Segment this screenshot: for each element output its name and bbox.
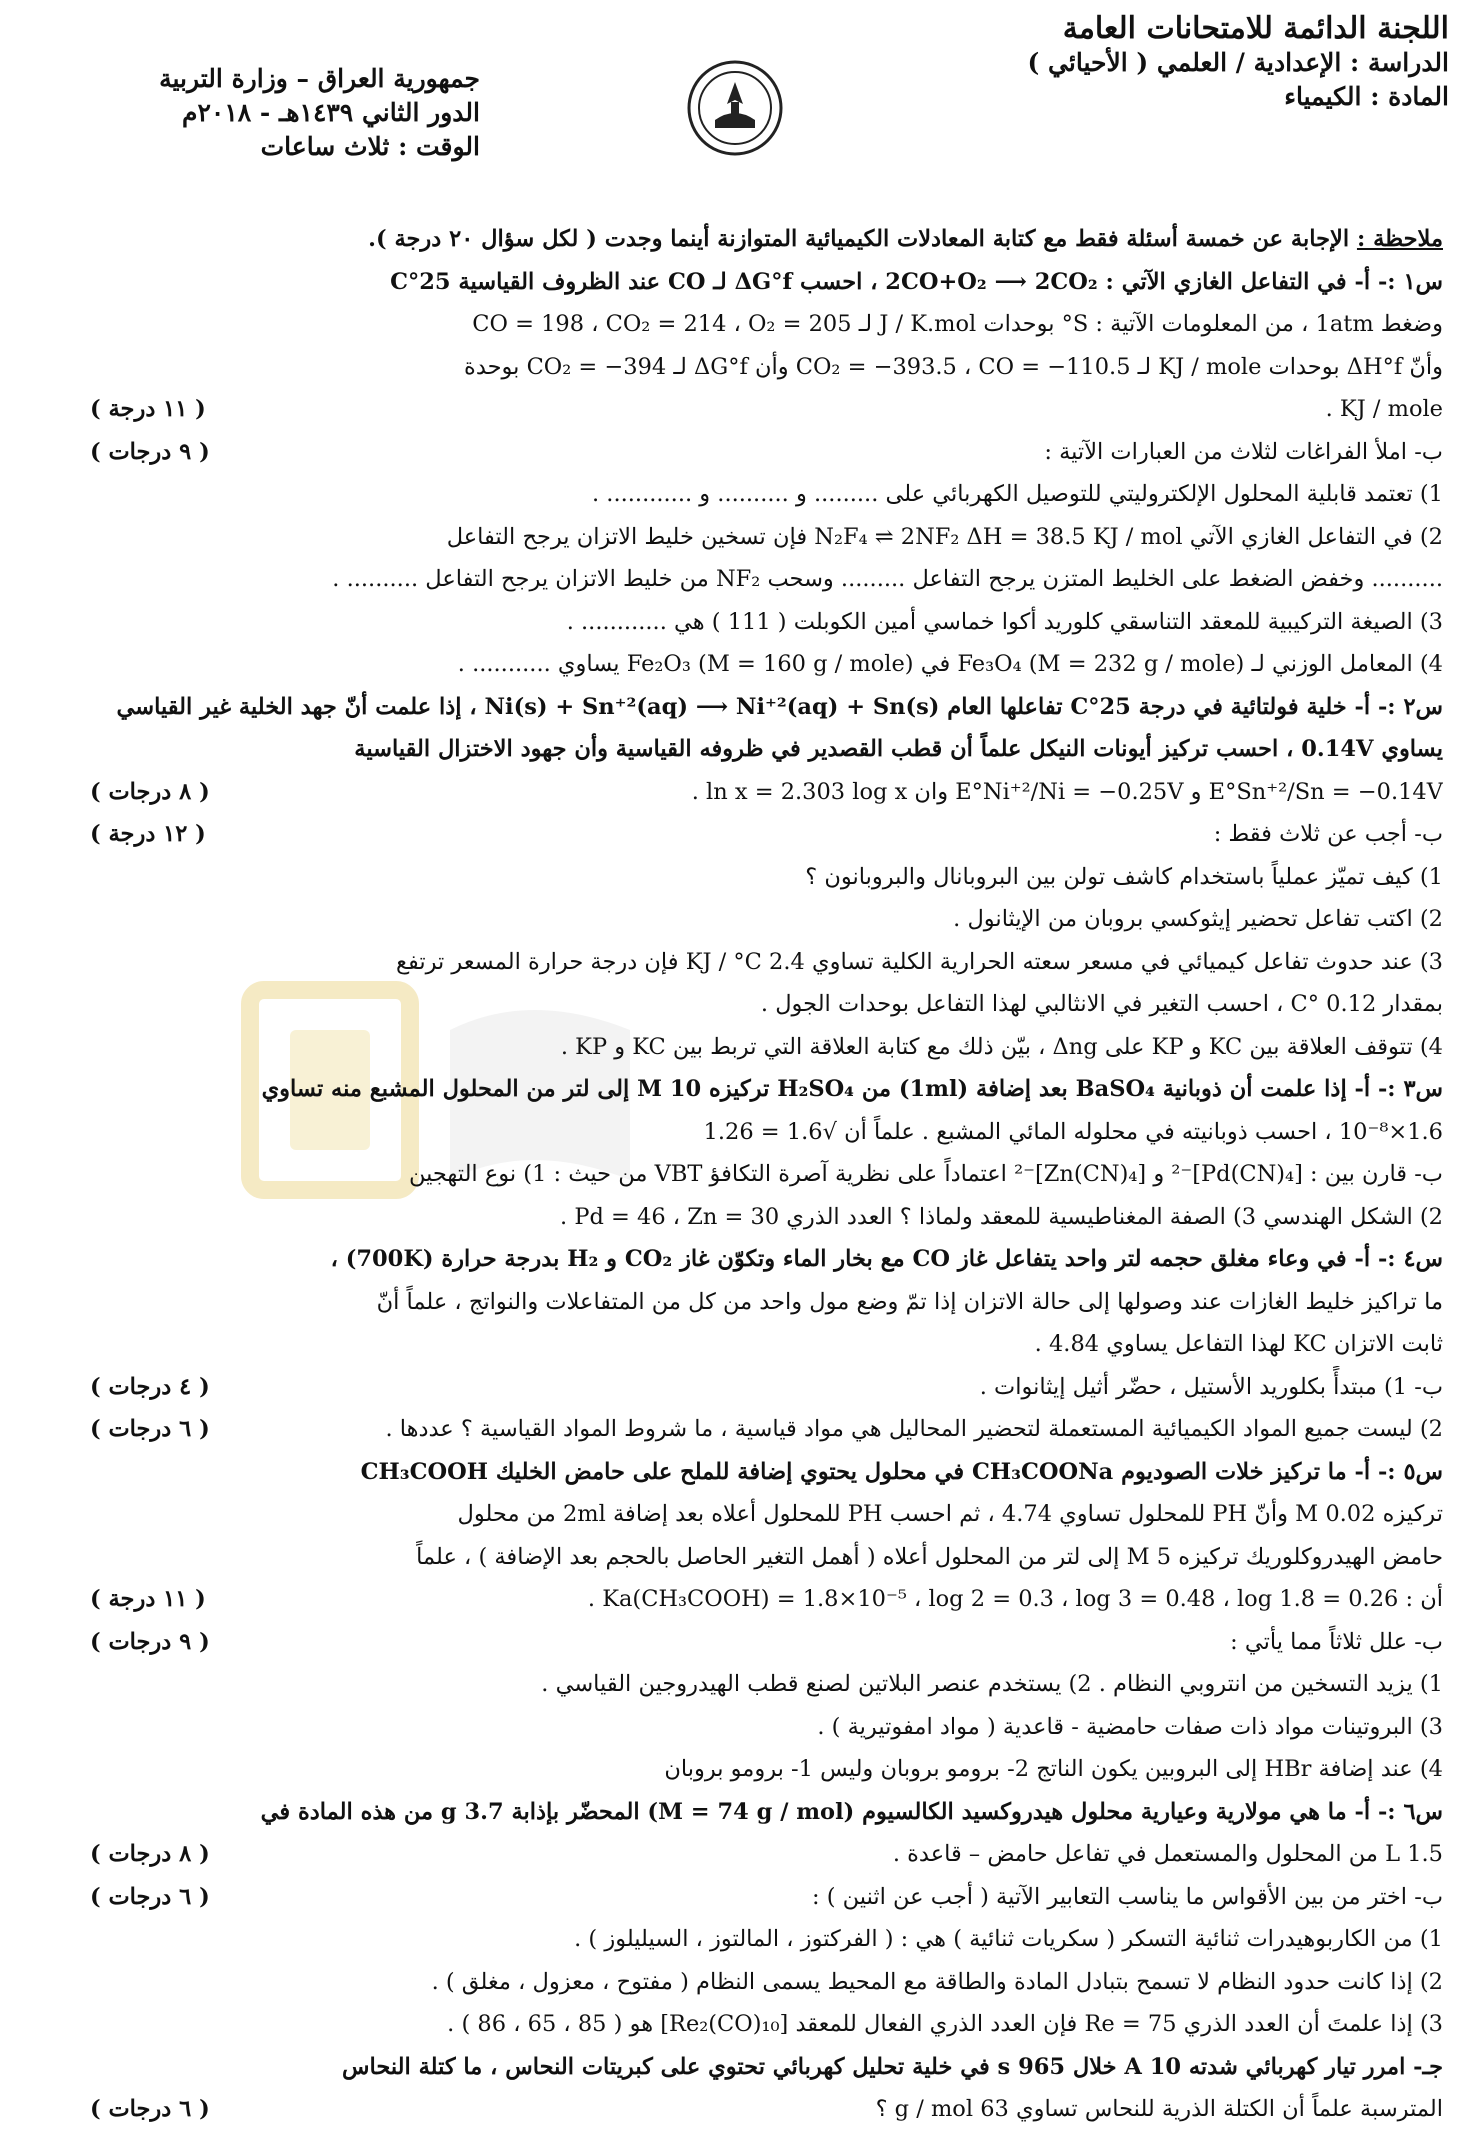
marks-label: ( ٨ درجات ) (90, 778, 210, 805)
question-text: بمقدار 0.12 °C ، احسب التغير في الانثالبي لهذا التفاعل بوحدات الجول . (760, 991, 1443, 1017)
study-line: الدراسة : الإعدادية / العلمي ( الأحيائي ) (1027, 48, 1449, 77)
question-line (20, 1663, 1443, 1706)
question-text: ما تراكيز خليط الغازات عند وصولها إلى حالة الاتزان إذا تمّ وضع مول واحد من كل من المتفاعلات والنواتج ، علماً أنّ (376, 1288, 1443, 1315)
marks-label: ( ٩ درجات ) (90, 438, 210, 465)
question-line (20, 1238, 1443, 1281)
question-text: 1.5 L من المحلول والمستعمل في تفاعل حامض – قاعدة . (892, 1841, 1443, 1867)
question-text: ب- علل ثلاثاً مما يأتي : (1230, 1628, 1443, 1655)
marks-label: ( ٩ درجات ) (90, 1628, 210, 1655)
question-line (20, 1196, 1443, 1239)
committee-title: اللجنة الدائمة للامتحانات العامة (1062, 11, 1449, 46)
note-line (20, 218, 1443, 261)
question-text: ب- املأ الفراغات لثلاث من العبارات الآتية : (1044, 438, 1443, 465)
question-text: ب- 1) مبتدأً بكلوريد الأستيل ، حضّر أثيل إيثانوات . (979, 1373, 1443, 1400)
question-text: جـ- امرر تيار كهربائي شدته 10 A خلال 965 s في خلية تحليل كهربائي تحتوي على كبريتات النحاس ، ما كتلة النحاس (342, 2053, 1443, 2080)
question-text: المترسبة علماً أن الكتلة الذرية للنحاس تساوي 63 g / mol ؟ (875, 2096, 1443, 2122)
question-text: 4) عند إضافة HBr إلى البروبين يكون الناتج 2- برومو بروبان وليس 1- برومو بروبان (664, 1756, 1443, 1782)
question-lines (20, 261, 1443, 2131)
marks-label: ( ١١ درجة ) (90, 396, 206, 422)
question-line (20, 601, 1443, 644)
question-line (20, 856, 1443, 899)
question-line (20, 1408, 1443, 1451)
question-line (20, 303, 1443, 346)
question-line (20, 771, 1443, 814)
question-text: ثابت الاتزان KC لهذا التفاعل يساوي 4.84 . (1034, 1331, 1443, 1357)
ministry-seal-icon (685, 58, 785, 158)
marks-label: ( ٦ درجات ) (90, 2096, 210, 2122)
question-text: 1) كيف تميّز عملياً باستخدام كاشف تولن بين البروبانال والبروبانون ؟ (805, 863, 1443, 890)
question-text: س٥ :- أ- ما تركيز خلات الصوديوم CH₃COONa في محلول يحتوي إضافة للملح على حامض الخليك CH₃COOH (360, 1458, 1443, 1485)
question-text: 3) البروتينات مواد ذات صفات حامضية - قاعدية ( مواد امفوتيرية ) . (817, 1713, 1443, 1740)
round-line: الدور الثاني ١٤٣٩هـ - ٢٠١٨م (182, 98, 480, 127)
question-text: 1.6×10⁻⁸ ، احسب ذوبانيته في محلوله المائي المشبع . علماً أن √1.6 = 1.26 (703, 1118, 1443, 1145)
question-line (20, 2088, 1443, 2131)
question-text: ب- اختر من بين الأقواس ما يناسب التعابير الآتية ( أجب عن اثنين ) : (811, 1883, 1443, 1910)
question-text: س٦ :- أ- ما هي مولارية وعيارية محلول هيدروكسيد الكالسيوم (M = 74 g / mol) المحضّر بإذابة 3.7 g من هذه المادة في (260, 1798, 1443, 1825)
question-line (20, 1536, 1443, 1579)
question-line (20, 1111, 1443, 1154)
question-text: 2) اكتب تفاعل تحضير إيثوكسي بروبان من الإيثانول . (953, 906, 1443, 932)
question-text: 4) المعامل الوزني لـ Fe₃O₄ (M = 232 g / mole) في Fe₂O₃ (M = 160 g / mole) يساوي ........... . (457, 651, 1443, 677)
question-text: س٤ :- أ- في وعاء مغلق حجمه لتر واحد يتفاعل غاز CO مع بخار الماء وتكوّن غاز CO₂ و H₂ بدرجة حرارة (700K) ، (330, 1246, 1443, 1272)
question-text: وضغط 1atm ، من المعلومات الآتية : S° بوحدات J / K.mol لـ CO = 198 ، CO₂ = 214 ، O₂ = 205 (472, 311, 1443, 337)
question-line (20, 1961, 1443, 2004)
question-text: ب- قارن بين : [Pd(CN)₄]⁻² و [Zn(CN)₄]⁻² اعتماداً على نظرية آصرة التكافؤ VBT من حيث : 1) نوع التهجين (408, 1161, 1443, 1187)
question-text: 1) من الكاربوهيدرات ثنائية التسكر ( سكريات ثنائية ) هي : ( الفركتوز ، المالتوز ، السيليلوز ) . (574, 1926, 1443, 1952)
question-text: 2) إذا كانت حدود النظام لا تسمح بتبادل المادة والطاقة مع المحيط يسمى النظام ( مفتوح ، معزول ، مغلق ) . (431, 1968, 1443, 1995)
question-line (20, 1706, 1443, 1749)
question-line (20, 1026, 1443, 1069)
question-text: س٢ :- أ- خلية فولتائية في درجة 25°C تفاعلها العام Ni(s) + Sn⁺²(aq) ⟶ Ni⁺²(aq) + Sn(s) ، إذا علمت أنّ جهد الخلية غير القياسي (116, 693, 1443, 720)
marks-label: ( ٦ درجات ) (90, 1883, 210, 1910)
note-text: الإجابة عن خمسة أسئلة فقط مع كتابة المعادلات الكيميائية المتوازنة أينما وجدت ( لكل سؤال ٢٠ درجة ). (368, 226, 1350, 252)
question-text: KJ / mole . (1325, 396, 1443, 422)
question-line (20, 898, 1443, 941)
header-right (889, 12, 1449, 114)
question-text: س٣ :- أ- إذا علمت أن ذوبانية BaSO₄ بعد إضافة (1ml) من H₂SO₄ تركيزه 10 M إلى لتر من المحلول المشبع منه تساوي (261, 1076, 1443, 1102)
question-line (20, 1578, 1443, 1621)
question-line (20, 261, 1443, 304)
question-line (20, 1876, 1443, 1919)
question-line (20, 1621, 1443, 1664)
header-left (150, 62, 480, 164)
question-line (20, 1493, 1443, 1536)
question-text: يساوي 0.14V ، احسب تركيز أيونات النيكل علماً أن قطب القصدير في ظروفه القياسية وأن جهود الاختزال القياسية (354, 736, 1443, 762)
question-line (20, 431, 1443, 474)
marks-label: ( ٦ درجات ) (90, 1416, 210, 1442)
question-line (20, 516, 1443, 559)
question-line (20, 1323, 1443, 1366)
exam-body (20, 218, 1443, 2131)
question-line (20, 388, 1443, 431)
question-line (20, 643, 1443, 686)
question-text: أن : Ka(CH₃COOH) = 1.8×10⁻⁵ ، log 2 = 0.3 ، log 3 = 0.48 ، log 1.8 = 0.26 . (587, 1586, 1443, 1612)
question-line (20, 1748, 1443, 1791)
question-line (20, 983, 1443, 1026)
question-text: 1) تعتمد قابلية المحلول الإلكتروليتي للتوصيل الكهربائي على ......... و .......... و ............ . (592, 481, 1443, 507)
question-line (20, 1366, 1443, 1409)
marks-label: ( ١١ درجة ) (90, 1586, 206, 1612)
question-text: 3) الصيغة التركيبية للمعقد التناسقي كلوريد أكوا خماسي أمين الكوبلت ( 111 ) هي ............ . (566, 608, 1443, 635)
question-line (20, 686, 1443, 729)
question-line (20, 1068, 1443, 1111)
question-text: E°Sn⁺²/Sn = −0.14V و E°Ni⁺²/Ni = −0.25V وان ln x = 2.303 log x . (691, 778, 1443, 805)
question-text: 4) تتوقف العلاقة بين KC و KP على Δng ، بيّن ذلك مع كتابة العلاقة التي تربط بين KC و KP . (560, 1033, 1443, 1060)
note-label: ملاحظة : (1356, 226, 1443, 252)
question-text: ب- أجب عن ثلاث فقط : (1213, 821, 1443, 847)
marks-label: ( ٤ درجات ) (90, 1373, 210, 1400)
marks-label: ( ١٢ درجة ) (90, 821, 206, 847)
question-line (20, 1153, 1443, 1196)
subject-line: المادة : الكيمياء (1284, 82, 1449, 111)
question-line (20, 346, 1443, 389)
question-line (20, 473, 1443, 516)
question-text: س١ :- أ- في التفاعل الغازي الآتي : 2CO+O₂ ⟶ 2CO₂ ، احسب ΔG°f لـ CO عند الظروف القياسية 25°C (390, 268, 1443, 295)
question-text: 2) الشكل الهندسي 3) الصفة المغناطيسية للمعقد ولماذا ؟ العدد الذري Pd = 46 ، Zn = 30 . (560, 1203, 1443, 1230)
question-text: حامض الهيدروكلوريك تركيزه 5 M إلى لتر من المحلول أعلاه ( أهمل التغير الحاصل بالحجم بعد الإضافة ) ، علماً (416, 1543, 1443, 1570)
question-line (20, 1791, 1443, 1834)
question-line (20, 941, 1443, 984)
marks-label: ( ٨ درجات ) (90, 1841, 210, 1867)
question-text: 1) يزيد التسخين من انتروبي النظام . 2) يستخدم عنصر البلاتين لصنع قطب الهيدروجين القياسي . (541, 1671, 1443, 1697)
question-text: .......... وخفض الضغط على الخليط المتزن يرجح التفاعل ......... وسحب NF₂ من خليط الاتزان يرجح التفاعل .......... . (332, 566, 1443, 592)
question-line (20, 813, 1443, 856)
question-line (20, 1281, 1443, 1324)
question-text: 2) ليست جميع المواد الكيميائية المستعملة لتحضير المحاليل هي مواد قياسية ، ما شروط المواد القياسية ؟ عددها . (385, 1416, 1443, 1442)
question-text: 2) في التفاعل الغازي الآتي N₂F₄ ⇌ 2NF₂ ΔH = 38.5 KJ / mol فإن تسخين خليط الاتزان يرجح التفاعل (446, 523, 1443, 550)
question-line (20, 1451, 1443, 1494)
question-line (20, 2046, 1443, 2089)
question-line (20, 2003, 1443, 2046)
question-line (20, 728, 1443, 771)
question-line (20, 558, 1443, 601)
question-text: تركيزه 0.02 M وأنّ PH للمحلول تساوي 4.74 ، ثم احسب PH للمحلول أعلاه بعد إضافة 2ml من محلول (457, 1501, 1443, 1527)
question-line (20, 1918, 1443, 1961)
question-text: 3) عند حدوث تفاعل كيميائي في مسعر سعته الحرارية الكلية تساوي 2.4 KJ / °C فإن درجة حرارة المسعر ترتفع (395, 948, 1443, 975)
question-text: وأنّ ΔH°f بوحدات KJ / mole لـ CO₂ = −393.5 ، CO = −110.5 وأن ΔG°f لـ CO₂ = −394 بوحدة (464, 353, 1443, 380)
time-line: الوقت : ثلاث ساعات (260, 132, 480, 161)
republic-line: جمهورية العراق – وزارة التربية (159, 64, 480, 93)
question-text: 3) إذا علمتَ أن العدد الذري Re = 75 فإن العدد الذري الفعال للمعقد [Re₂(CO)₁₀] هو ( 85 ، 65 ، 86 ) . (447, 2011, 1443, 2037)
question-line (20, 1833, 1443, 1876)
